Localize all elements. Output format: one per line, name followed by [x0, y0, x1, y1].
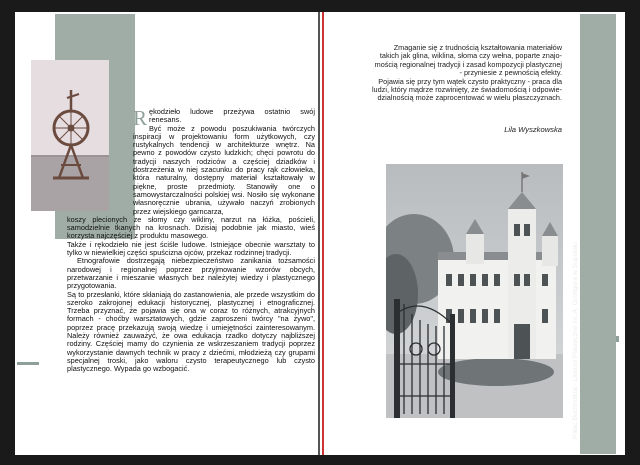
photo-caption: Pałac Buchholtza - Liceum Plastyczne im. A. Grottgera w Supraślu	[572, 242, 579, 439]
palace-photo	[386, 164, 563, 418]
paragraph-1-continued: koszy plecionych ze słomy czy wikliny, narzut na łóżka, pościeli, samodzielnie tkanych na krosnach. Dzisiaj podobnie jak miasto, wieś korzysta najczęściej z produktu masowego.	[67, 214, 315, 241]
page-edge-accent	[322, 12, 324, 455]
intro-lead: ękodzieło ludowe przeżywa ostatnio swój renesans.	[149, 107, 315, 125]
quote-line: dzialnością może zaprocentować w wielu płaszczyznach.	[377, 93, 562, 103]
quote-line: mością regionalnej tradycji i zasad kompozycji plastycznej	[374, 59, 562, 69]
paragraph-2: Także i rękodzieło nie jest ściśle ludowe. Istniejące obecnie warsztaty to tylko w niewielkiej części spuścizna ojców, przekaz rodzinnej tradycji.	[67, 239, 315, 258]
quote-line: Zmaganie się z trudnością kształtowania materiałów	[393, 43, 562, 52]
quote-line: - przyniesie z pewnością efekty.	[459, 68, 562, 78]
quote-line: Pojawia się przy tym wątek czysto praktyczny - praca dla	[378, 76, 562, 86]
right-page	[320, 12, 625, 455]
quote-block	[360, 44, 562, 103]
page-marker	[616, 336, 619, 342]
page-marker	[17, 362, 39, 365]
article-text	[67, 108, 315, 374]
quote-line: ludzi, który mądrze rozwinięty, że świadomością i odpowie-	[371, 85, 562, 95]
green-accent-bar	[580, 14, 616, 454]
intro-block	[67, 108, 315, 216]
intro-body: Być może z powodu poszukiwania twórczych inspiracji w projektowaniu form użytkowych, czy rustykalnych tendencji w architekturze wnętrz. Na pewno z powodów czysto ludzkich; chęci powrotu do tradycji naszych rodziców a częściej dziadków i dostrzeżenia w niej szacunku do pracy rąk człowieka, która naturalny, dostępny materiał kształtowały w piękne, proste przedmioty. Stanowiły one o samowystarczalności polskiej wsi. Nosiło się wykonane własnoręcznie ubrania, używało naczyń zrobionych przez wiejskiego garncarza,	[133, 123, 315, 216]
quote-line: takich jak glina, wiklina, słoma czy wełna, poparte znajo-	[379, 51, 562, 61]
left-page	[15, 12, 318, 455]
paragraph-3: Etnografowie dostrzegają niebezpieczeństwo zanikania tożsamości narodowej i regionalnej poprzez przyjmowanie wzorów obcych, przetwarzanie i mieszanie własnych bez należytej wiedzy i plastycznego przygotowania.	[67, 256, 315, 291]
quote-author: Lila Wyszkowska	[504, 125, 562, 134]
paragraph-4: Są to przesłanki, które skłaniają do zastanowienia, ale przede wszystkim do szeroko zakrojonej edukacji historycznej, plastycznej i etnograficznej. Trzeba przyznać, że pojawia się ona w coraz to różnych, atrakcyjnych formach - choćby warsztatowych, gdzie zaproszeni twórcy "na żywo", poprzez pracę przekazują swoją wiedzę i umiejętności zainteresowanym. Należy również zauważyć, że owa edukacja rzadko dotyczy najbliższej rodziny. Częściej mamy do czynienia ze wskrzeszaniem tradycji poprzez wykorzystanie dawnych technik w pracy z dziećmi, młodzieżą czy grupami specjalnej troski, jako waloru czysto terapeutycznego lub czysto plastycznego. Wypada go wzbogacić.	[67, 289, 315, 374]
drop-cap: R	[133, 106, 148, 130]
